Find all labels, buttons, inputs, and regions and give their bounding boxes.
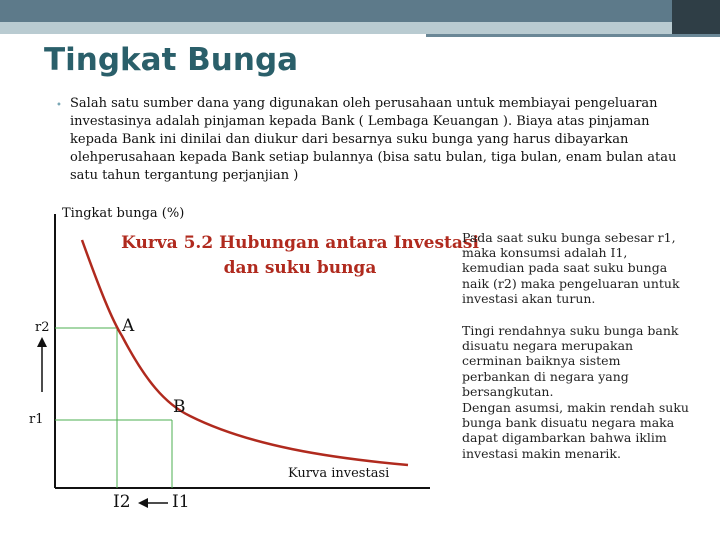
note-paragraph-2: Tingi rendahnya suku bunga bank disuatu negara merupakan cerminan baiknya sistem perbankan di negara yang bersangkutan. [462,323,679,399]
slide-title: Tingkat Bunga [44,42,299,78]
point-b-label: B [173,397,186,417]
diagram-title-line1: Kurva 5.2 Hubungan antara Investasi [121,233,479,253]
diagram-title-line2: dan suku bunga [223,258,377,278]
diagram-title [120,231,480,281]
left-arrow-icon [138,498,148,508]
up-arrow-icon [37,337,47,347]
note-paragraph-1: Pada saat suku bunga sebesar r1, maka konsumsi adalah I1, kemudian pada saat suku bunga naik (r2) maka pengeluaran untuk investasi akan turun. [462,230,680,306]
bullet-icon: • [56,100,62,111]
r1-label: r1 [29,412,44,427]
point-a-label: A [122,316,135,336]
r2-label: r2 [35,320,50,335]
curve-label: Kurva investasi [288,466,390,481]
intro-paragraph: Salah satu sumber dana yang digunakan oleh perusahaan untuk membiayai pengeluaran investasinya adalah pinjaman kepada Bank ( Lembaga Keuangan ). Biaya atas pinjaman kepada Bank ini dinilai dan diukur dari besarnya suku bunga yang harus dibayarkan olehperusahaan kepada Bank setiap bulannya (bisa satu bulan, tiga bulan, enam bulan atau satu tahun tergantung perjanjian ) [70,96,677,183]
i1-label: I1 [172,492,190,512]
i2-label: I2 [113,492,131,512]
note-paragraph-3: Dengan asumsi, makin rendah suku bunga bank disuatu negara maka dapat digambarkan bahwa iklim investasi makin menarik. [462,400,689,461]
y-axis-label: Tingkat bunga (%) [62,206,185,221]
